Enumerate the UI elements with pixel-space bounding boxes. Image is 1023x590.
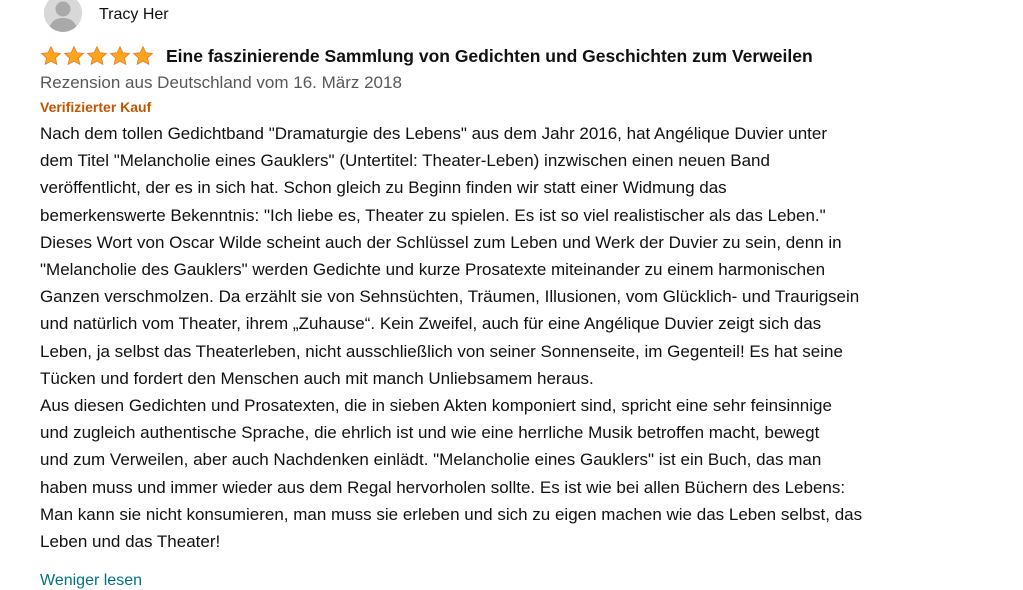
review-body [40,120,1000,555]
review-paragraph: Nach dem tollen Gedichtband "Dramaturgie des Lebens" aus dem Jahr 2016, hat Angélique Duvier unter dem Titel "Melancholie eines Gauklers" (Untertitel: Theater-Leben) inzwischen einen neuen Band veröffentlicht, der es in sich hat. Schon gleich zu Beginn finden wir statt einer Widmung das bemerkenswerte Bekenntnis: "Ich liebe es, Theater zu spielen. Es ist so viel realistischer als das Leben." Dieses Wort von Oscar Wilde scheint auch der Schlüssel zum Leben und Werk der Duvier zu sein, denn in "Melancholie des Gauklers" werden Gedichte und kurze Prosatexte miteinander zu einem harmonischen Ganzen verschmolzen. Da erzählt sie von Sehnsüchten, Träumen, Illusionen, vom Glücklich- und Traurigsein und natürlich vom Theater, ihrem „Zuhause“. Kein Zweifel, auch für eine Angélique Duvier zeigt sich das Leben, ja selbst das Theaterleben, nicht ausschließlich von seiner Sonnenseite, im Gegenteil! Es hat seine Tücken und fordert den Menschen auch mit manch Unliebsamem heraus. [40,124,860,388]
star-icon [63,45,85,67]
star-rating[interactable] [40,45,154,67]
verified-purchase-badge[interactable]: Verifizierter Kauf [40,99,152,115]
star-icon [132,45,154,67]
review-title[interactable]: Eine faszinierende Sammlung von Gedichten und Geschichten zum Verweilen [166,45,813,66]
review-date-location: Rezension aus Deutschland vom 16. März 2018 [40,73,402,92]
default-avatar-icon[interactable] [44,0,82,32]
read-less-link[interactable]: Weniger lesen [40,572,142,589]
review-card [40,0,1000,555]
star-icon [40,45,62,67]
star-icon [86,45,108,67]
review-title-row [40,43,1000,69]
reviewer-row [40,0,1000,32]
review-paragraph: Aus diesen Gedichten und Prosatexten, die in sieben Akten komponiert sind, spricht eine sehr feinsinnige und zugleich authentische Sprache, die ehrlich ist und wie eine herrliche Musik betroffen macht, bewegt und zum Verweilen, aber auch Nachdenken einlädt. "Melancholie eines Gauklers" ist ein Buch, das man haben muss und immer wieder aus dem Regal hervorholen sollte. Es ist wie bei allen Büchern des Lebens: Man kann sie nicht konsumieren, man muss sie erleben und sich zu eigen machen wie das Leben selbst, das Leben und das Theater! [40,396,863,552]
reviewer-name[interactable]: Tracy Her [99,6,169,23]
star-icon [109,45,131,67]
